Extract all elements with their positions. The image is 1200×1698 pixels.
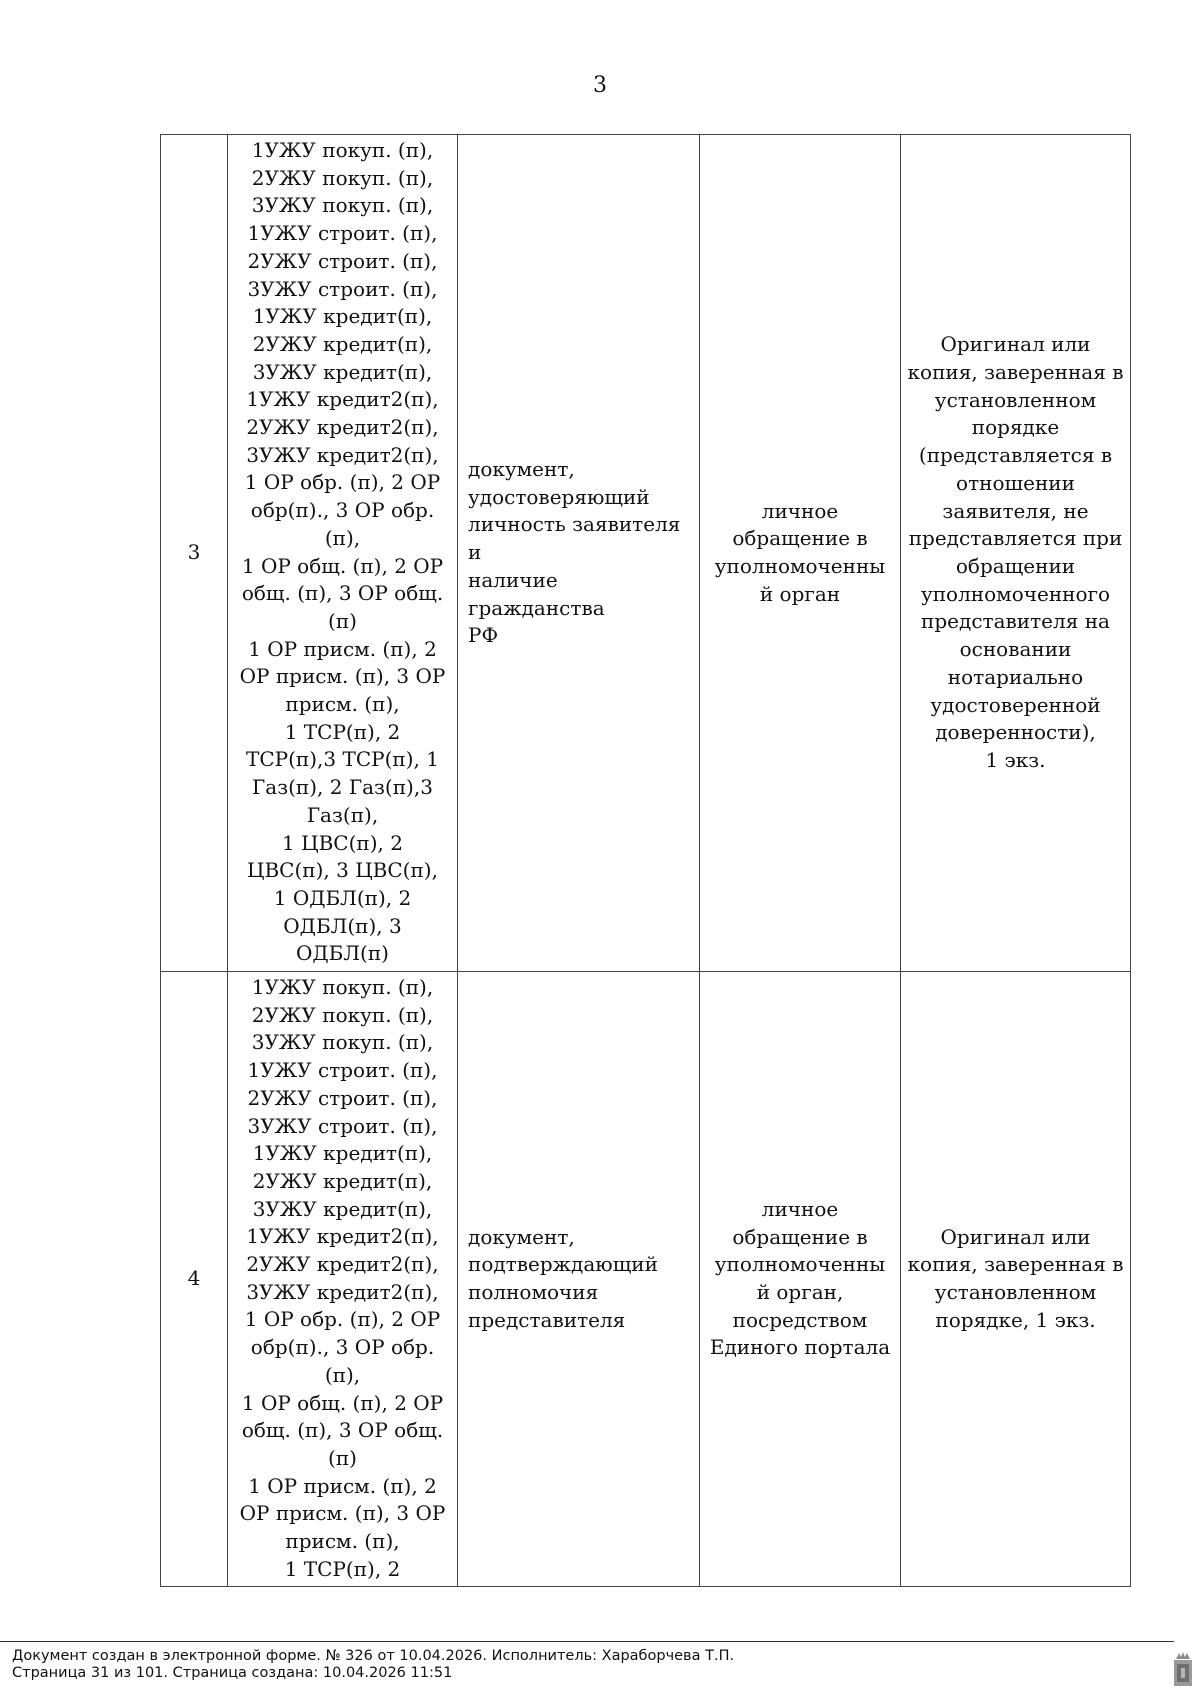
page-number: 3 xyxy=(593,73,607,98)
applicant-categories-cell: 1УЖУ покуп. (п), 2УЖУ покуп. (п), 3УЖУ покуп. (п), 1УЖУ строит. (п), 2УЖУ строит. (п), 3УЖУ строит. (п), 1УЖУ кредит(п), 2УЖУ кредит(п), 3УЖУ кредит(п), 1УЖУ кредит2(п), 2УЖУ кредит2(п), 3УЖУ кредит2(п), 1 ОР обр. (п), 2 ОР обр(п)., 3 ОР обр. (п), 1 ОР общ. (п), 2 ОР общ. (п), 3 ОР общ. (п) 1 ОР присм. (п), 2 ОР присм. (п), 3 ОР присм. (п), 1 ТСР(п), 2 ТСР(п),3 ТСР(п), 1 Газ(п), 2 Газ(п),3 Газ(п), 1 ЦВС(п), 2 ЦВС(п), 3 ЦВС(п), 1 ОДБЛ(п), 2 ОДБЛ(п), 3 ОДБЛ(п) xyxy=(228,135,458,972)
document-form-cell: Оригинал или копия, заверенная в установленном порядке, 1 экз. xyxy=(901,972,1131,1587)
coat-of-arms-icon xyxy=(1172,1650,1194,1688)
document-form-cell: Оригинал или копия, заверенная в установленном порядке (представляется в отношении заявителя, не представляется при обращении уполномоченного представителя на основании нотариально удостоверенной доверенности), 1 экз. xyxy=(901,135,1131,972)
footer-line-document-info: Документ создан в электронной форме. № 326 от 10.04.2026. Исполнитель: Хараборчева Т.П. xyxy=(12,1648,735,1664)
row-number-cell: 3 xyxy=(161,135,228,972)
footer-divider xyxy=(0,1641,1174,1642)
applicant-categories-cell: 1УЖУ покуп. (п), 2УЖУ покуп. (п), 3УЖУ покуп. (п), 1УЖУ строит. (п), 2УЖУ строит. (п), 3УЖУ строит. (п), 1УЖУ кредит(п), 2УЖУ кредит(п), 3УЖУ кредит(п), 1УЖУ кредит2(п), 2УЖУ кредит2(п), 3УЖУ кредит2(п), 1 ОР обр. (п), 2 ОР обр(п)., 3 ОР обр. (п), 1 ОР общ. (п), 2 ОР общ. (п), 3 ОР общ. (п) 1 ОР присм. (п), 2 ОР присм. (п), 3 ОР присм. (п), 1 ТСР(п), 2 xyxy=(228,972,458,1587)
document-footer xyxy=(12,1648,734,1682)
table-row xyxy=(161,135,1131,972)
documents-table xyxy=(160,134,1131,1587)
row-number-cell: 4 xyxy=(161,972,228,1587)
submission-method-cell: личное обращение в уполномоченны й орган, посредством Единого портала xyxy=(700,972,901,1587)
document-name-cell: документ, подтверждающий полномочия представителя xyxy=(458,972,700,1587)
submission-method-cell: личное обращение в уполномоченны й орган xyxy=(700,135,901,972)
footer-line-page-info: Страница 31 из 101. Страница создана: 10.04.2026 11:51 xyxy=(12,1665,453,1681)
document-name-cell: документ, удостоверяющий личность заявителя и наличие гражданства РФ xyxy=(458,135,700,972)
table-row xyxy=(161,972,1131,1587)
